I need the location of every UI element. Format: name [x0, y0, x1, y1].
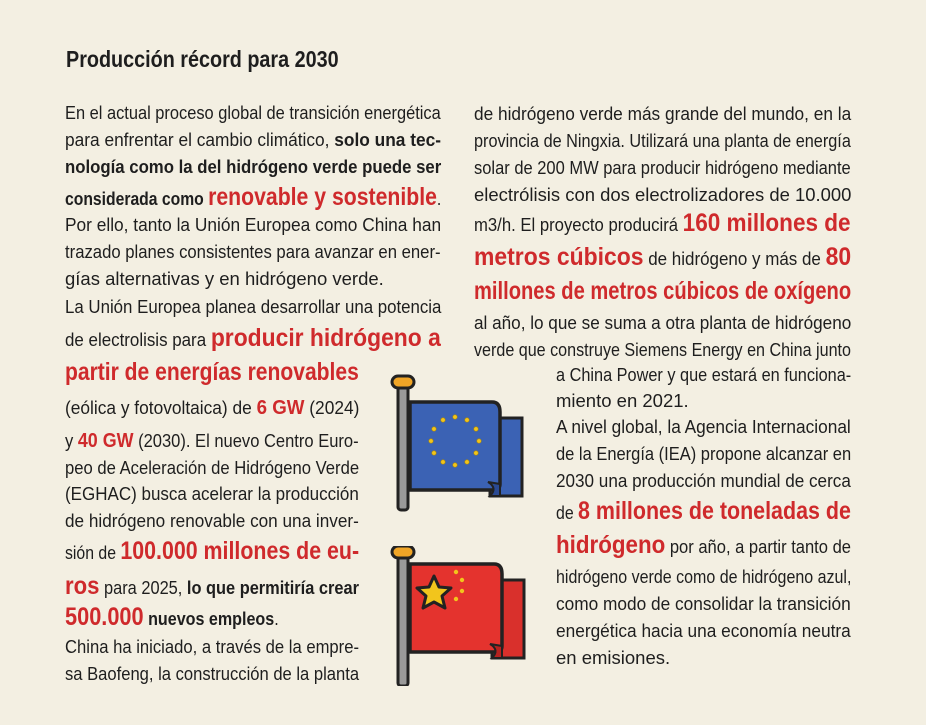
body-text: electrólisis con dos electrolizadores de 10.000 [474, 184, 852, 205]
body-text: . [436, 188, 442, 209]
highlight-text: 40 GW [77, 430, 134, 452]
highlight-text: partir de energías renovables [65, 358, 359, 386]
text-line [65, 395, 359, 421]
text-line [556, 414, 851, 440]
text-line [474, 310, 851, 336]
body-text: y [65, 430, 78, 451]
text-line [65, 661, 359, 687]
body-text: m3/h. El proyecto producirá [474, 214, 683, 235]
body-text: sa Baofeng, la construcción de la planta [65, 663, 360, 684]
body-text: de hidrógeno y más de [643, 248, 826, 269]
body-text: energética hacia una economía neutra [556, 620, 851, 641]
bold-text: lo que permitiría crear [186, 577, 359, 598]
text-line [65, 634, 359, 660]
highlight-text: 160 millones de [682, 209, 851, 237]
text-line [474, 278, 851, 306]
body-text: trazado planes consistentes para avanzar en ener- [65, 241, 441, 262]
body-text: A nivel global, la Agencia Internacional [556, 416, 851, 437]
body-text: a China Power y que estará en funciona- [556, 364, 852, 385]
eu-flag-icon [388, 372, 528, 512]
body-text: para enfrentar el cambio climático, [65, 129, 335, 150]
body-text: solar de 200 MW para producir hidrógeno mediante [474, 157, 851, 178]
body-text: (eólica y fotovoltaica) de [65, 397, 257, 418]
body-text: de electrolisis para [65, 329, 211, 350]
text-line [474, 128, 851, 154]
body-text: verde que construye Siemens Energy en China junto [474, 339, 851, 360]
highlight-text: 500.000 [65, 603, 144, 631]
text-line [65, 604, 279, 632]
text-line [65, 239, 441, 265]
bold-text: nuevos empleos [143, 608, 275, 629]
body-text: como modo de consolidar la transición [556, 593, 851, 614]
highlight-text: 80 [825, 243, 852, 271]
text-line [65, 266, 384, 292]
text-line [65, 184, 441, 212]
text-line [65, 481, 359, 507]
bold-text: nología como la del hidrógeno verde puede ser [65, 156, 442, 177]
body-text: miento en 2021. [556, 390, 689, 411]
text-line [556, 564, 851, 590]
highlight-text: metros cúbicos [474, 243, 644, 271]
text-line [556, 441, 851, 467]
text-line [556, 618, 851, 644]
body-text: de la Energía (IEA) propone alcanzar en [556, 443, 852, 464]
text-line [474, 182, 851, 208]
china-flag-icon [388, 546, 528, 686]
body-text: La Unión Europea planea desarrollar una potencia [65, 296, 442, 317]
bold-text: solo una tec- [334, 129, 442, 150]
body-text: al año, lo que se suma a otra planta de hidrógeno [474, 312, 852, 333]
text-line [65, 428, 359, 454]
body-text: por año, a partir tanto de [665, 536, 851, 557]
body-text: de hidrógeno renovable con una inver- [65, 510, 359, 531]
body-text: 2030 una producción mundial de cerca [556, 470, 851, 491]
highlight-text: renovable y sostenible [208, 183, 437, 211]
article-title: Producción récord para 2030 [66, 46, 339, 72]
body-text: para 2025, [99, 577, 187, 598]
text-line [556, 591, 851, 617]
highlight-text: 8 millones de toneladas de [578, 497, 851, 525]
body-text: de hidrógeno verde más grande del mundo, en la [474, 103, 852, 124]
body-text: En el actual proceso global de transición energética [65, 102, 441, 123]
body-text: gías alternativas y en hidrógeno verde. [65, 268, 384, 289]
text-line [556, 645, 670, 671]
body-text: (2024) [304, 397, 360, 418]
text-line [474, 155, 851, 181]
body-text: (EGHAC) busca acelerar la producción [65, 483, 359, 504]
body-text: peo de Aceleración de Hidrógeno Verde [65, 457, 360, 478]
text-line [65, 359, 359, 387]
body-text: de [556, 502, 579, 523]
text-line [65, 325, 441, 353]
body-text: Por ello, tanto la Unión Europea como China han [65, 214, 442, 235]
text-line [474, 101, 851, 127]
highlight-text: 6 GW [256, 397, 305, 419]
body-text: (2030). El nuevo Centro Euro- [133, 430, 359, 451]
text-line [474, 244, 851, 272]
text-line [474, 210, 851, 238]
text-line [65, 100, 441, 126]
body-text: hidrógeno verde como de hidrógeno azul, [556, 566, 852, 587]
text-line [65, 573, 359, 601]
highlight-text: ros [65, 572, 100, 600]
text-line [65, 294, 441, 320]
body-text: provincia de Ningxia. Utilizará una planta de energía [474, 130, 851, 151]
body-text: . [274, 608, 279, 629]
text-line [65, 455, 359, 481]
text-line [556, 532, 851, 560]
text-line [65, 154, 441, 180]
highlight-text: millones de metros cúbicos de oxígeno [474, 277, 852, 305]
text-line [65, 212, 441, 238]
text-line [556, 362, 851, 388]
highlight-text: hidrógeno [556, 531, 666, 559]
text-line [65, 127, 441, 153]
bold-text: considerada como [65, 188, 209, 209]
text-line [556, 498, 851, 526]
text-line [556, 388, 689, 414]
body-text: China ha iniciado, a través de la empre- [65, 636, 360, 657]
text-line [65, 508, 359, 534]
highlight-text: 100.000 millones de eu- [120, 537, 360, 565]
highlight-text: producir hidrógeno a [210, 324, 441, 352]
text-line [556, 468, 851, 494]
text-line [65, 538, 359, 566]
body-text: en emisiones. [556, 647, 671, 668]
body-text: sión de [65, 542, 121, 563]
text-line [474, 337, 851, 363]
